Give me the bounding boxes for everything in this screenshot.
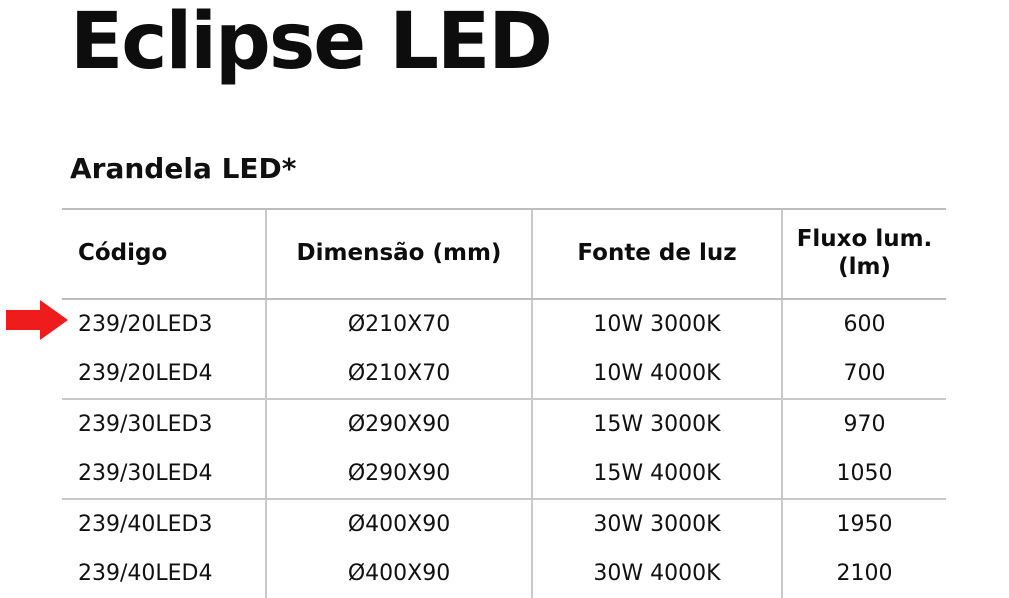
table-header-row — [62, 209, 946, 299]
cell-dimensao: Ø400X90 — [266, 549, 532, 598]
cell-dimensao: Ø290X90 — [266, 449, 532, 499]
cell-codigo: 239/40LED3 — [78, 512, 213, 537]
column-header-codigo: Código — [62, 209, 266, 299]
cell-dimensao: Ø210X70 — [266, 299, 532, 349]
cell-fluxo: 2100 — [782, 549, 946, 598]
cell-codigo: 239/30LED3 — [78, 412, 213, 437]
column-header-dimensao: Dimensão (mm) — [266, 209, 532, 299]
table-row — [62, 449, 946, 499]
column-header-fluxo-line2: (lm) — [838, 254, 891, 280]
cell-fluxo: 1050 — [782, 449, 946, 499]
cell-fluxo: 600 — [782, 299, 946, 349]
cell-fonte: 15W 4000K — [532, 449, 782, 499]
section-subtitle: Arandela LED* — [70, 152, 297, 185]
cell-codigo: 239/40LED4 — [78, 561, 213, 586]
cell-codigo: 239/20LED4 — [62, 349, 266, 399]
table-row — [62, 499, 946, 549]
cell-fluxo: 700 — [782, 349, 946, 399]
spec-table — [62, 208, 946, 598]
cell-codigo: 239/30LED4 — [62, 449, 266, 499]
red-arrow-icon — [6, 300, 68, 340]
cell-fonte: 10W 4000K — [532, 349, 782, 399]
cell-fluxo: 1950 — [782, 499, 946, 549]
cell-fonte: 30W 3000K — [532, 499, 782, 549]
column-header-fonte-de-luz: Fonte de luz — [532, 209, 782, 299]
cell-fluxo: 970 — [782, 399, 946, 449]
table-row — [62, 549, 946, 598]
table-row — [62, 299, 946, 349]
cell-fonte: 10W 3000K — [532, 299, 782, 349]
table-row — [62, 349, 946, 399]
column-header-fluxo-line1: Fluxo lum. — [796, 225, 933, 252]
cell-dimensao: Ø290X90 — [266, 399, 532, 449]
cell-codigo: 239/20LED3 — [78, 312, 213, 337]
cell-fonte: 30W 4000K — [532, 549, 782, 598]
table-row — [62, 399, 946, 449]
spec-table-wrapper — [62, 208, 946, 598]
cell-dimensao: Ø210X70 — [266, 349, 532, 399]
table-body — [62, 299, 946, 598]
cell-fonte: 15W 3000K — [532, 399, 782, 449]
column-header-fluxo-luminoso — [782, 209, 946, 299]
page-title: Eclipse LED — [70, 0, 552, 87]
cell-dimensao: Ø400X90 — [266, 499, 532, 549]
table-head — [62, 209, 946, 299]
